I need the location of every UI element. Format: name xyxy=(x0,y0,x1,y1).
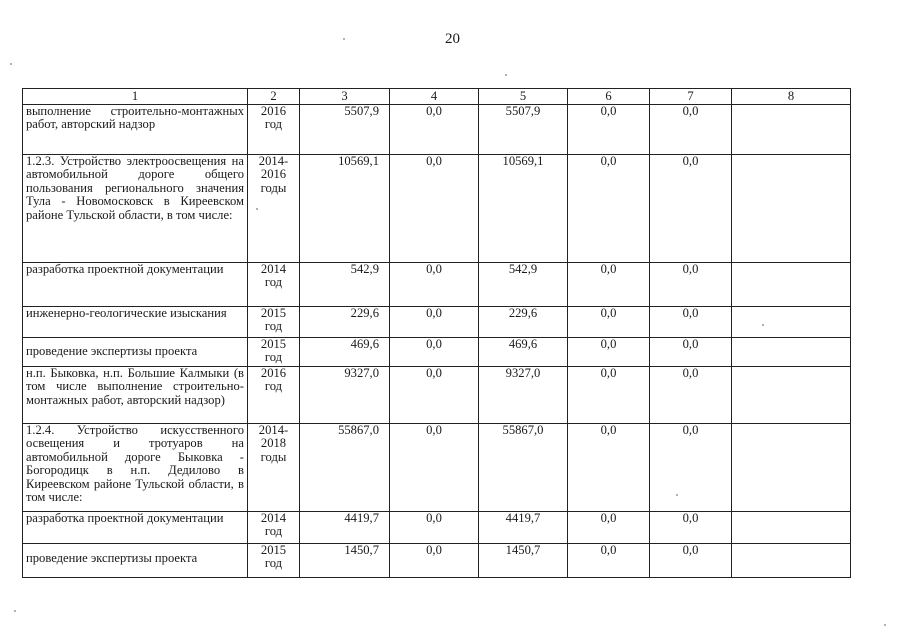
row-value-col7: 0,0 xyxy=(650,367,732,424)
scan-speck xyxy=(343,38,345,40)
page-number: 20 xyxy=(445,31,460,47)
row-value-col5: 469,6 xyxy=(479,338,568,367)
table-row xyxy=(23,544,851,578)
row-period: 2016 год xyxy=(248,367,300,424)
row-description: проведение экспертизы проекта xyxy=(23,544,248,578)
row-value-col3: 229,6 xyxy=(300,307,390,338)
table-row xyxy=(23,367,851,424)
row-period: 2016 год xyxy=(248,105,300,155)
column-header-8: 8 xyxy=(732,89,851,105)
table-row xyxy=(23,155,851,263)
row-value-col5: 55867,0 xyxy=(479,424,568,512)
column-header-5: 5 xyxy=(479,89,568,105)
row-description: проведение экспертизы проекта xyxy=(23,338,248,367)
row-value-col4: 0,0 xyxy=(390,544,479,578)
row-value-col3: 4419,7 xyxy=(300,512,390,544)
row-value-col5: 9327,0 xyxy=(479,367,568,424)
row-value-col6: 0,0 xyxy=(568,424,650,512)
table-row xyxy=(23,512,851,544)
row-period: 2015 год xyxy=(248,338,300,367)
table-row xyxy=(23,263,851,307)
row-period: 2014 год xyxy=(248,512,300,544)
row-value-col3: 55867,0 xyxy=(300,424,390,512)
column-header-3: 3 xyxy=(300,89,390,105)
row-value-col6: 0,0 xyxy=(568,544,650,578)
row-value-col4: 0,0 xyxy=(390,155,479,263)
budget-table xyxy=(22,88,851,578)
row-value-col8 xyxy=(732,544,851,578)
scan-speck xyxy=(505,74,507,76)
row-value-col4: 0,0 xyxy=(390,338,479,367)
row-description: разработка проектной документации xyxy=(23,263,248,307)
row-value-col8 xyxy=(732,338,851,367)
row-period: 2015 год xyxy=(248,307,300,338)
row-value-col3: 1450,7 xyxy=(300,544,390,578)
row-period: 2014-2018 годы xyxy=(248,424,300,512)
row-value-col6: 0,0 xyxy=(568,263,650,307)
row-value-col5: 542,9 xyxy=(479,263,568,307)
row-value-col5: 1450,7 xyxy=(479,544,568,578)
row-value-col6: 0,0 xyxy=(568,367,650,424)
row-value-col7: 0,0 xyxy=(650,155,732,263)
table-row xyxy=(23,424,851,512)
row-value-col4: 0,0 xyxy=(390,105,479,155)
row-description: 1.2.4. Устройство искусственного освещения и тротуаров на автомобильной дороге Быковка - Богородицк в н.п. Дедилово в Киреевском районе Тульской области, в том числе: xyxy=(23,424,248,512)
scan-speck xyxy=(884,624,886,626)
row-value-col8 xyxy=(732,367,851,424)
row-value-col7: 0,0 xyxy=(650,544,732,578)
row-value-col8 xyxy=(732,307,851,338)
column-header-1: 1 xyxy=(23,89,248,105)
scan-speck xyxy=(676,494,678,496)
row-value-col4: 0,0 xyxy=(390,512,479,544)
row-value-col5: 5507,9 xyxy=(479,105,568,155)
row-description: инженерно-геологические изыскания xyxy=(23,307,248,338)
row-value-col5: 4419,7 xyxy=(479,512,568,544)
row-value-col4: 0,0 xyxy=(390,307,479,338)
row-value-col6: 0,0 xyxy=(568,155,650,263)
row-value-col7: 0,0 xyxy=(650,338,732,367)
row-value-col6: 0,0 xyxy=(568,512,650,544)
column-header-4: 4 xyxy=(390,89,479,105)
row-value-col4: 0,0 xyxy=(390,367,479,424)
row-value-col4: 0,0 xyxy=(390,263,479,307)
table-row xyxy=(23,307,851,338)
row-value-col3: 469,6 xyxy=(300,338,390,367)
table-row xyxy=(23,105,851,155)
row-value-col6: 0,0 xyxy=(568,307,650,338)
row-value-col4: 0,0 xyxy=(390,424,479,512)
scan-speck xyxy=(256,208,258,210)
row-period: 2015 год xyxy=(248,544,300,578)
column-header-6: 6 xyxy=(568,89,650,105)
row-value-col3: 9327,0 xyxy=(300,367,390,424)
scan-speck xyxy=(10,63,12,65)
row-period: 2014 год xyxy=(248,263,300,307)
table-header-row xyxy=(23,89,851,105)
scan-speck xyxy=(14,610,16,612)
row-description: выполнение строительно-монтажных работ, авторский надзор xyxy=(23,105,248,155)
row-value-col7: 0,0 xyxy=(650,307,732,338)
row-value-col7: 0,0 xyxy=(650,263,732,307)
row-value-col8 xyxy=(732,105,851,155)
row-value-col3: 10569,1 xyxy=(300,155,390,263)
row-value-col7: 0,0 xyxy=(650,424,732,512)
row-value-col3: 542,9 xyxy=(300,263,390,307)
row-value-col8 xyxy=(732,155,851,263)
row-value-col6: 0,0 xyxy=(568,338,650,367)
row-period: 2014-2016 годы xyxy=(248,155,300,263)
row-value-col8 xyxy=(732,424,851,512)
table-row xyxy=(23,338,851,367)
row-description: 1.2.3. Устройство электроосвещения на автомобильной дороге общего пользования регионального значения Тула - Новомосковск в Киреевском районе Тульской области, в том числе: xyxy=(23,155,248,263)
column-header-7: 7 xyxy=(650,89,732,105)
row-value-col7: 0,0 xyxy=(650,105,732,155)
row-value-col5: 229,6 xyxy=(479,307,568,338)
row-value-col5: 10569,1 xyxy=(479,155,568,263)
row-value-col3: 5507,9 xyxy=(300,105,390,155)
column-header-2: 2 xyxy=(248,89,300,105)
row-description: н.п. Быковка, н.п. Большие Калмыки (в том числе выполнение строительно-монтажных работ, авторский надзор) xyxy=(23,367,248,424)
row-value-col7: 0,0 xyxy=(650,512,732,544)
row-value-col8 xyxy=(732,512,851,544)
scan-speck xyxy=(762,324,764,326)
row-description: разработка проектной документации xyxy=(23,512,248,544)
row-value-col8 xyxy=(732,263,851,307)
row-value-col6: 0,0 xyxy=(568,105,650,155)
